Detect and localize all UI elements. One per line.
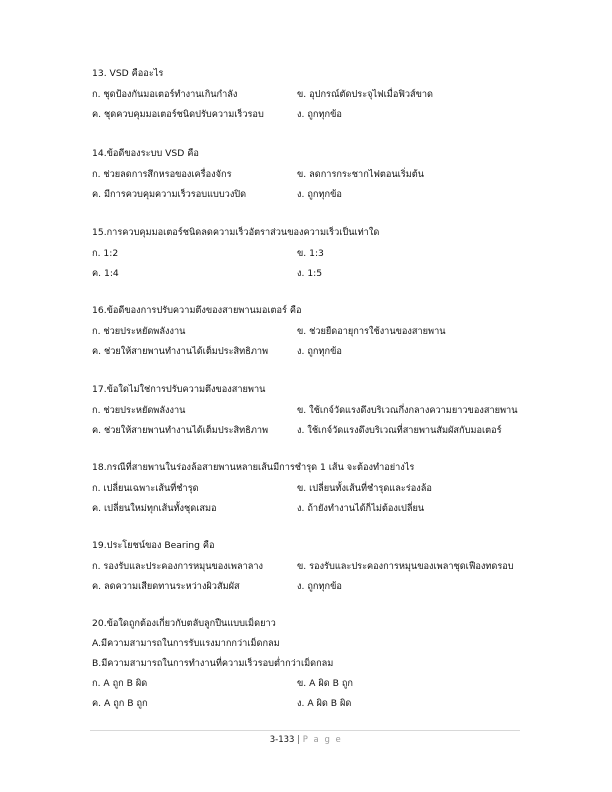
question-20-option-d: ง. A ผิด B ผิด bbox=[297, 698, 352, 709]
question-13-option-c: ค. ชุดควบคุมมอเตอร์ชนิดปรับความเร็วรอบ bbox=[92, 109, 264, 120]
question-14 bbox=[92, 148, 562, 209]
question-18-row-1 bbox=[92, 483, 562, 495]
question-15-row-2 bbox=[92, 268, 562, 280]
question-19-row-1 bbox=[92, 561, 562, 573]
question-16-option-d: ง. ถูกทุกข้อ bbox=[297, 346, 342, 357]
question-20-option-c: ค. A ถูก B ถูก bbox=[92, 698, 148, 709]
question-19-option-d: ง. ถูกทุกข้อ bbox=[297, 581, 342, 592]
page-number: 3-133 bbox=[269, 735, 295, 745]
question-19-stem: 19.ประโยชน์ของ Bearing คือ bbox=[92, 540, 215, 551]
question-16-option-b: ข. ช่วยยืดอายุการใช้งานของสายพาน bbox=[297, 326, 446, 337]
question-19-option-c: ค. ลดความเสียดทานระหว่างผิวสัมผัส bbox=[92, 581, 240, 592]
question-20-statement-b: B.มีความสามารถในการทำงานที่ความเร็วรอบต่ำกว่าเม็ดกลม bbox=[92, 658, 334, 669]
question-19 bbox=[92, 540, 562, 601]
question-13-stem: 13. VSD คืออะไร bbox=[92, 68, 164, 79]
page-footer bbox=[0, 734, 612, 746]
question-17-row-1 bbox=[92, 405, 562, 417]
question-16-row-2 bbox=[92, 346, 562, 358]
question-18-option-d: ง. ถ้ายังทำงานได้ก็ไม่ต้องเปลี่ยน bbox=[297, 503, 425, 514]
question-17-option-b: ข. ใช้เกจ์วัดแรงดึงบริเวณกึ่งกลางความยาวของสายพาน bbox=[297, 405, 518, 416]
question-17-row-2 bbox=[92, 425, 562, 437]
question-16-option-a: ก. ช่วยประหยัดพลังงาน bbox=[92, 326, 186, 337]
question-15-row-1 bbox=[92, 248, 562, 260]
question-20-statement-a: A.มีความสามารถในการรับแรงมากกว่าเม็ดกลม bbox=[92, 638, 280, 649]
question-17-option-a: ก. ช่วยประหยัดพลังงาน bbox=[92, 405, 186, 416]
question-16 bbox=[92, 305, 562, 366]
question-16-option-c: ค. ช่วยให้สายพานทำงานได้เต็มประสิทธิภาพ bbox=[92, 346, 269, 357]
question-16-stem: 16.ข้อดีของการปรับความตึงของสายพานมอเตอร์ คือ bbox=[92, 305, 302, 316]
question-20-row-1 bbox=[92, 678, 562, 690]
question-13-row-1 bbox=[92, 89, 562, 101]
question-14-row-2 bbox=[92, 189, 562, 201]
question-20-option-b: ข. A ผิด B ถูก bbox=[297, 678, 353, 689]
question-14-row-1 bbox=[92, 169, 562, 181]
question-15-option-c: ค. 1:4 bbox=[92, 268, 119, 279]
question-20-stem: 20.ข้อใดถูกต้องเกี่ยวกับตลับลูกปืนแบบเม็ดยาว bbox=[92, 618, 276, 629]
question-16-row-1 bbox=[92, 326, 562, 338]
question-17 bbox=[92, 384, 562, 445]
question-13 bbox=[92, 68, 562, 129]
footer-divider bbox=[90, 730, 520, 731]
question-15-option-d: ง. 1:5 bbox=[297, 268, 323, 279]
question-18 bbox=[92, 462, 562, 523]
question-20-option-a: ก. A ถูก B ผิด bbox=[92, 678, 148, 689]
question-18-option-c: ค. เปลี่ยนใหม่ทุกเส้นทั้งชุดเสมอ bbox=[92, 503, 217, 514]
question-18-option-b: ข. เปลี่ยนทั้งเส้นที่ชำรุดและร่องล้อ bbox=[297, 483, 432, 494]
question-14-option-b: ข. ลดการกระชากไฟตอนเริ่มต้น bbox=[297, 169, 425, 180]
question-13-option-d: ง. ถูกทุกข้อ bbox=[297, 109, 342, 120]
question-20 bbox=[92, 618, 562, 718]
question-19-row-2 bbox=[92, 581, 562, 593]
question-19-option-a: ก. รองรับและประคองการหมุนของเพลาลาง bbox=[92, 561, 264, 572]
question-18-row-2 bbox=[92, 503, 562, 515]
question-19-option-b: ข. รองรับและประคองการหมุนของเพลาชุดเฟืองทดรอบ bbox=[297, 561, 514, 572]
question-15-stem: 15.การควบคุมมอเตอร์ชนิดลดความเร็วอัตราส่วนของความเร็วเป็นเท่าใด bbox=[92, 227, 380, 238]
question-17-option-c: ค. ช่วยให้สายพานทำงานได้เต็มประสิทธิภาพ bbox=[92, 425, 269, 436]
question-17-option-d: ง. ใช้เกจ์วัดแรงดึงบริเวณที่สายพานสัมผัสกับมอเตอร์ bbox=[297, 425, 502, 436]
question-14-option-a: ก. ช่วยลดการสึกหรอของเครื่องจักร bbox=[92, 169, 232, 180]
question-14-stem: 14.ข้อดีของระบบ VSD คือ bbox=[92, 148, 199, 159]
question-15-option-a: ก. 1:2 bbox=[92, 248, 119, 259]
question-18-stem: 18.กรณีที่สายพานในร่องล้อสายพานหลายเส้นมีการชำรุด 1 เส้น จะต้องทำอย่างไร bbox=[92, 462, 415, 473]
question-14-option-d: ง. ถูกทุกข้อ bbox=[297, 189, 342, 200]
question-15-option-b: ข. 1:3 bbox=[297, 248, 324, 259]
page-label: P a g e bbox=[302, 735, 343, 745]
question-18-option-a: ก. เปลี่ยนเฉพาะเส้นที่ชำรุด bbox=[92, 483, 199, 494]
question-20-row-2 bbox=[92, 698, 562, 710]
question-13-row-2 bbox=[92, 109, 562, 121]
footer-separator: | bbox=[297, 735, 300, 745]
question-14-option-c: ค. มีการควบคุมความเร็วรอบแบบวงปิด bbox=[92, 189, 247, 200]
question-17-stem: 17.ข้อใดไม่ใช่การปรับความตึงของสายพาน bbox=[92, 384, 266, 395]
question-13-option-b: ข. อุปกรณ์ตัดประจุไฟเมื่อฟิวส์ขาด bbox=[297, 89, 434, 100]
question-13-option-a: ก. ชุดป้องกันมอเตอร์ทำงานเกินกำลัง bbox=[92, 89, 238, 100]
question-15 bbox=[92, 227, 562, 288]
